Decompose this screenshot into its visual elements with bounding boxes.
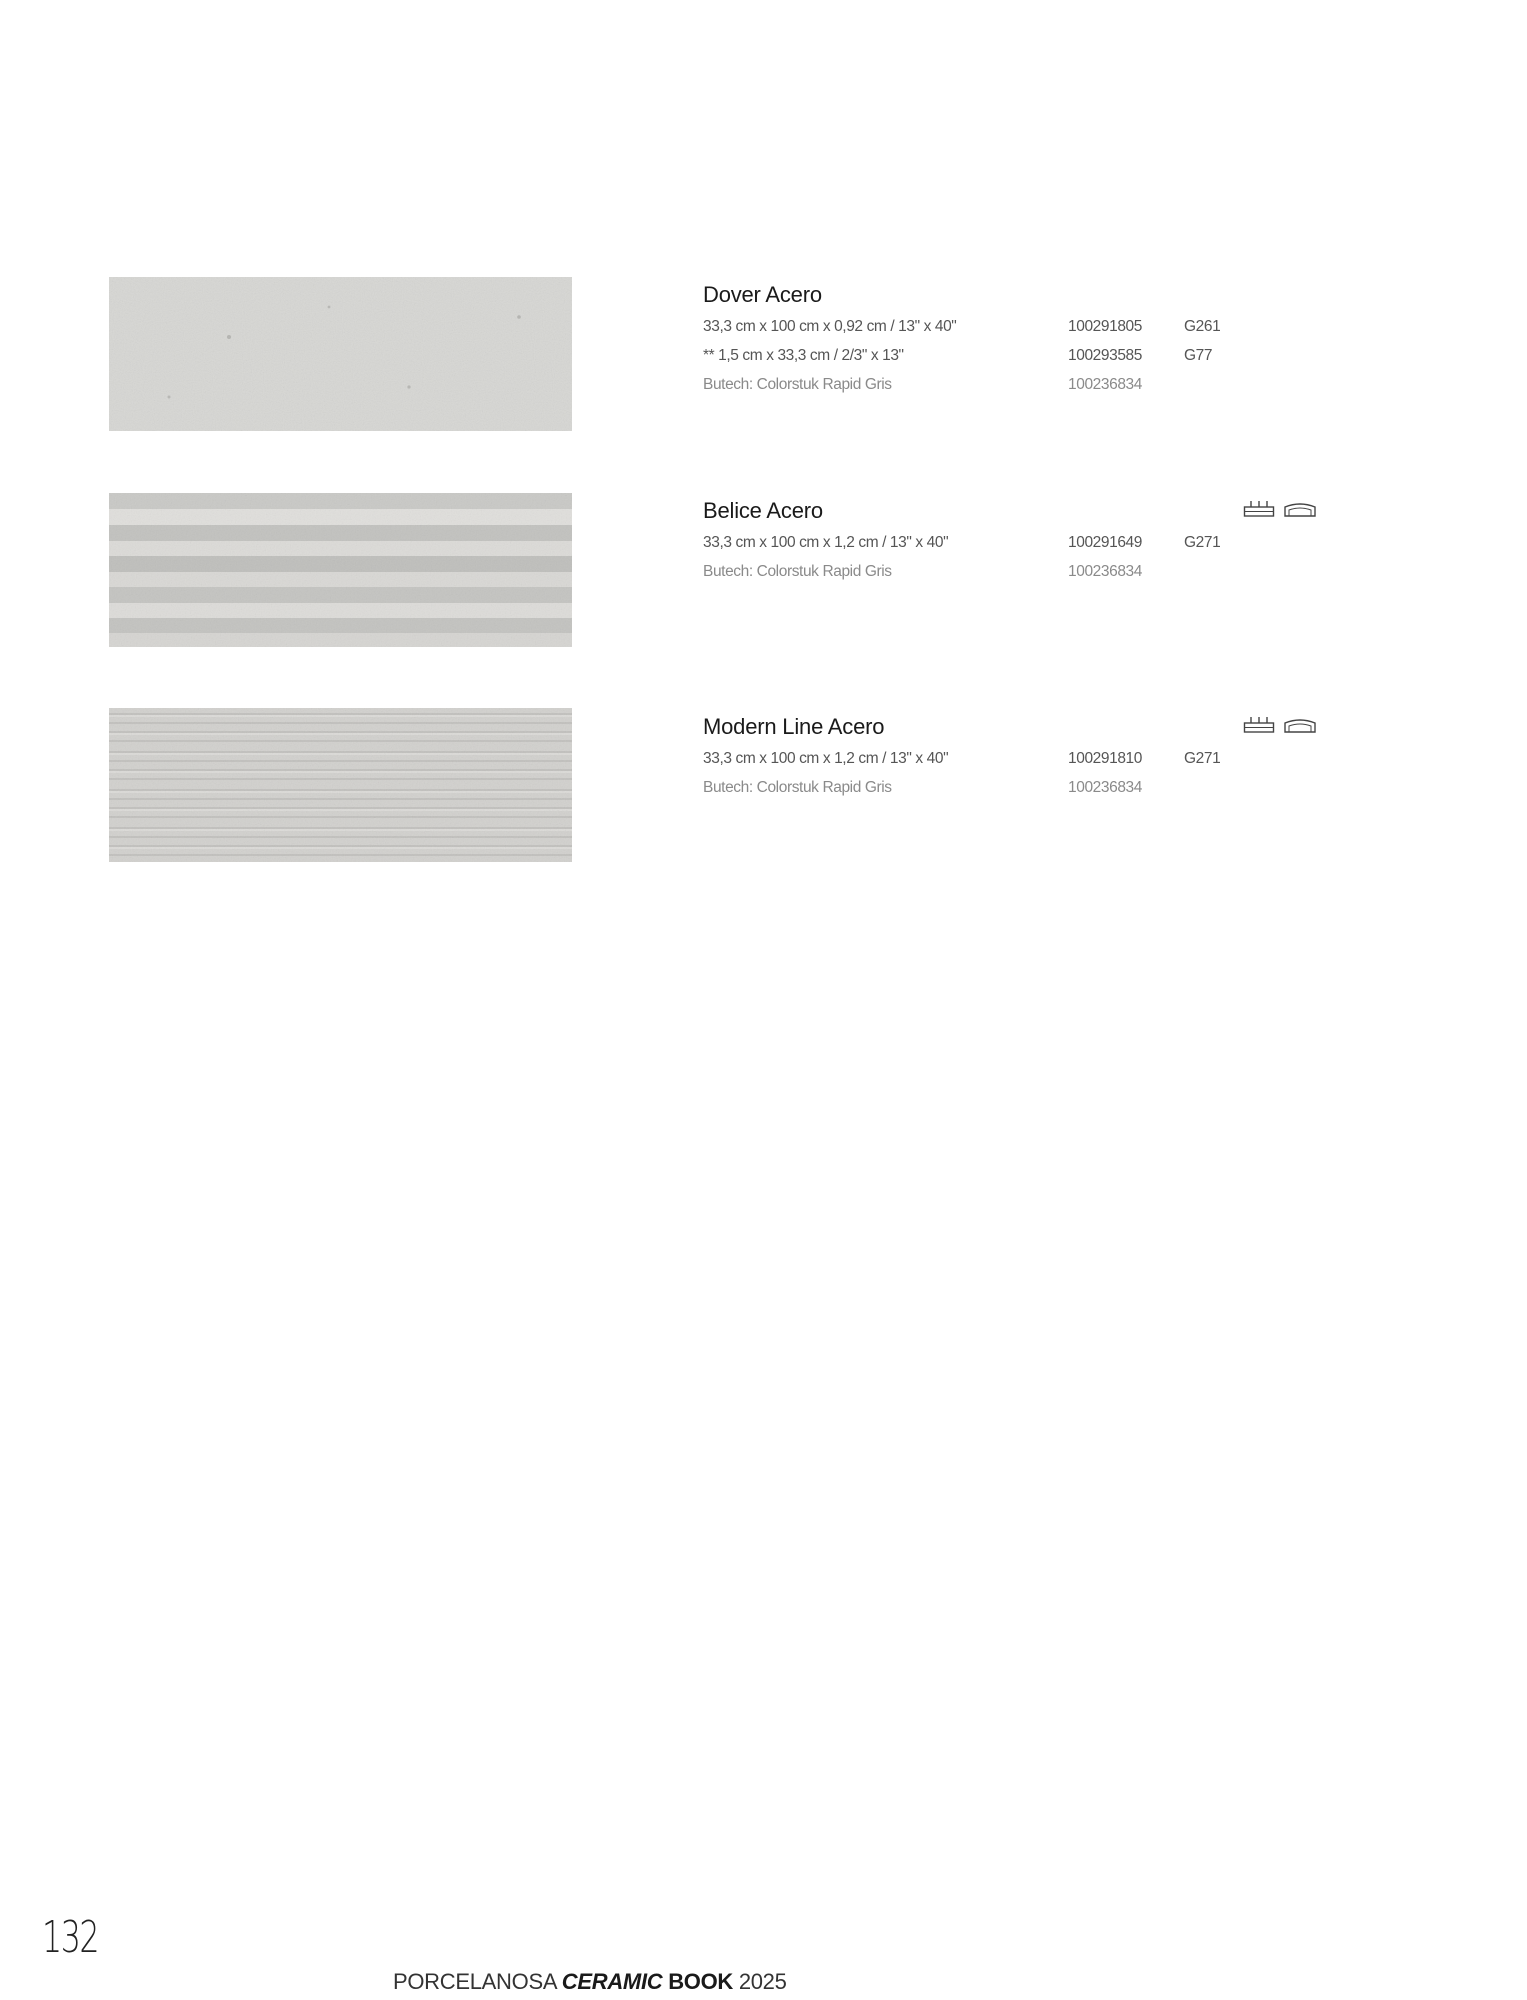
wall-tile-icon [1243,714,1275,736]
spec-group: G271 [1184,534,1221,551]
spec-code: 100291810 [1068,750,1142,767]
spec-code: 100291805 [1068,318,1142,335]
spec-grout: Butech: Colorstuk Rapid Gris [703,376,892,393]
spec-group: G261 [1184,318,1221,335]
spec-dimensions: 33,3 cm x 100 cm x 1,2 cm / 13" x 40" [703,750,949,767]
footer-year: 2025 [738,1969,787,1994]
bathroom-icon [1283,498,1317,520]
page-number: 132 [42,1912,99,1963]
spec-row-grout [703,779,1343,801]
bathroom-icon [1283,714,1317,736]
product-name: Belice Acero [703,498,823,523]
tile-swatch-belice-acero [109,493,572,647]
spec-code: 100236834 [1068,779,1142,796]
product-dover-acero [703,282,1343,442]
spec-dimensions: 33,3 cm x 100 cm x 0,92 cm / 13" x 40" [703,318,957,335]
spec-grout: Butech: Colorstuk Rapid Gris [703,779,892,796]
spec-code: 100236834 [1068,376,1142,393]
spec-row [703,318,1343,340]
footer-brand: PORCELANOSA [393,1969,556,1994]
product-name: Dover Acero [703,282,822,307]
spec-row [703,750,1343,772]
spec-group: G271 [1184,750,1221,767]
tile-swatch-modern-line-acero [109,708,572,862]
tile-swatch-dover-acero [109,277,572,431]
product-name: Modern Line Acero [703,714,885,739]
product-belice-acero [703,498,1343,658]
spec-row-grout [703,563,1343,585]
spec-group: G77 [1184,347,1213,364]
footer-title [393,1969,787,1995]
spec-row-grout [703,376,1343,398]
spec-code: 100291649 [1068,534,1142,551]
usage-icons [1243,498,1323,524]
wall-tile-icon [1243,498,1275,520]
spec-grout: Butech: Colorstuk Rapid Gris [703,563,892,580]
spec-dimensions: 33,3 cm x 100 cm x 1,2 cm / 13" x 40" [703,534,949,551]
footer-word-ceramic: CERAMIC [561,1969,663,1994]
spec-dimensions: ** 1,5 cm x 33,3 cm / 2/3" x 13" [703,347,904,364]
spec-row [703,347,1343,369]
usage-icons [1243,714,1323,740]
spec-row [703,534,1343,556]
footer-word-book: BOOK [668,1969,733,1994]
spec-code: 100236834 [1068,563,1142,580]
spec-code: 100293585 [1068,347,1142,364]
product-modern-line-acero [703,714,1343,874]
